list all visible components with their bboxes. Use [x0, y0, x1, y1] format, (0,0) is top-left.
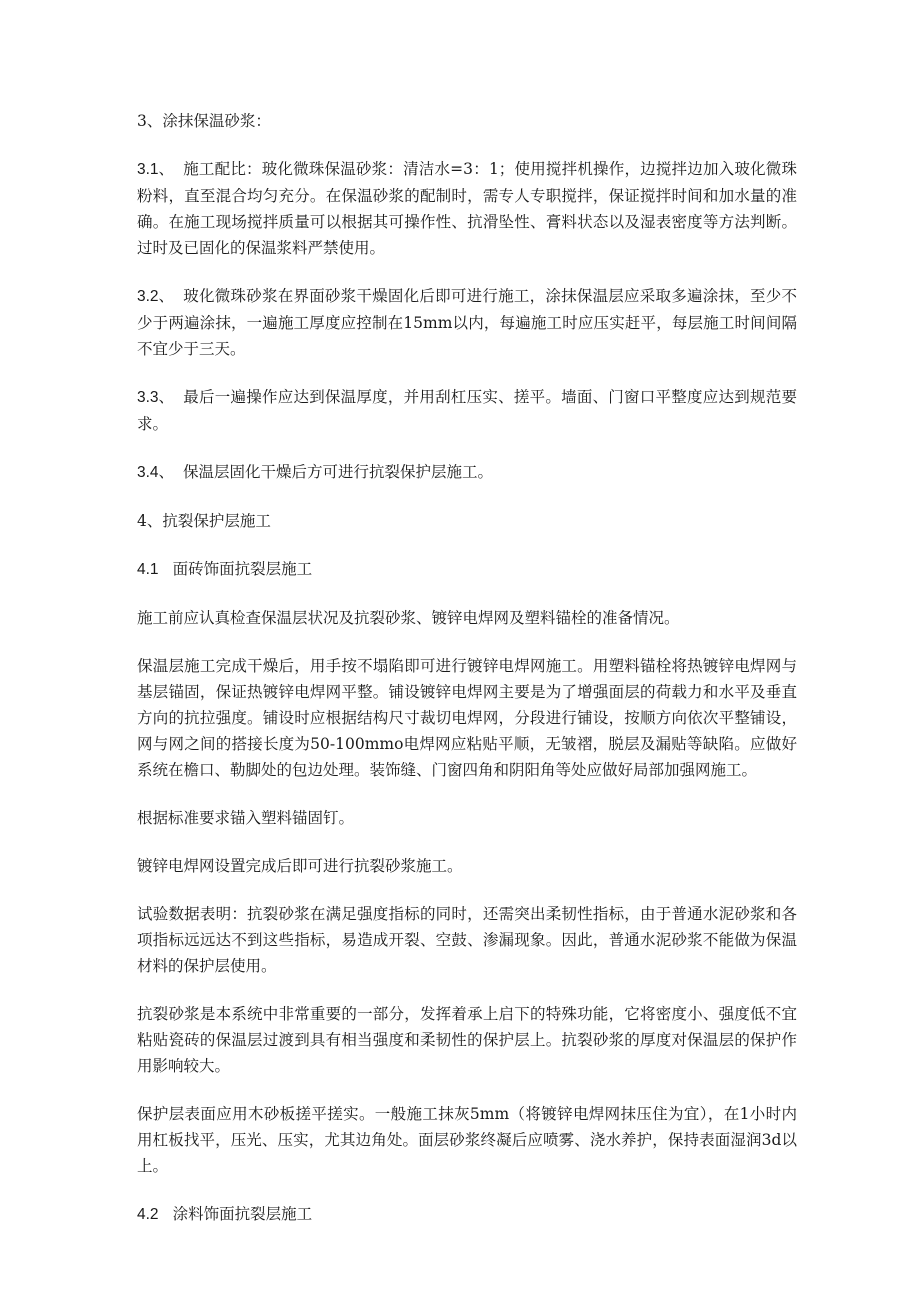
paragraph-3-2 [137, 283, 797, 362]
section-4-2-title: 涂料饰面抗裂层施工 [172, 1205, 313, 1223]
section-4-heading: 4、抗裂保护层施工 [137, 512, 271, 530]
section-4-1-heading [137, 556, 797, 583]
paragraph-protective-layer: 保护层表面应用木砂板搓平搓实。一般施工抹灰5mm（将镀锌电焊网抹压住为宜），在1小时内用杠板找平，压光、压实，尤其边角处。面层砂浆终凝后应喷雾、浇水养护，保持表面湿润3d以上。 [137, 1105, 797, 1175]
item-number-3-1: 3.1、 [137, 161, 175, 178]
section-4-2-heading [137, 1201, 797, 1228]
paragraph-3-1-text: 施工配比：玻化微珠保温砂浆：清洁水=3：1；使用搅拌机操作，边搅拌边加入玻化微珠粉料，直至混合均匀充分。在保温砂浆的配制时，需专人专职搅拌，保证搅拌时间和加水量的准确。在施工现场搅拌质量可以根据其可操作性、抗滑坠性、膏料状态以及湿表密度等方法判断。过时及已固化的保温浆料严禁使用。 [137, 160, 797, 257]
section-3-heading: 3、涂抹保温砂浆： [137, 112, 271, 130]
item-number-3-2: 3.2、 [137, 288, 175, 305]
paragraph-3-3 [137, 384, 797, 437]
item-number-4-1: 4.1 [137, 561, 159, 578]
paragraph-3-4-text: 保温层固化干燥后方可进行抗裂保护层施工。 [183, 463, 494, 481]
paragraph-preparation: 施工前应认真检查保温层状况及抗裂砂浆、镀锌电焊网及塑料锚栓的准备情况。 [137, 609, 680, 627]
document-page [137, 108, 797, 1250]
paragraph-3-4 [137, 459, 797, 486]
paragraph-test-data: 试验数据表明：抗裂砂浆在满足强度指标的同时，还需突出柔韧性指标，由于普通水泥砂浆和各项指标远远达不到这些指标，易造成开裂、空鼓、渗漏现象。因此，普通水泥砂浆不能做为保温材料的保护层使用。 [137, 905, 797, 975]
paragraph-mesh-installation: 保温层施工完成干燥后，用手按不塌陷即可进行镀锌电焊网施工。用塑料锚栓将热镀锌电焊网与基层锚固，保证热镀锌电焊网平整。铺设镀锌电焊网主要是为了增强面层的荷载力和水平及垂直方向的抗拉强度。铺设时应根据结构尺寸裁切电焊网，分段进行铺设，按顺方向依次平整铺设，网与网之间的搭接长度为50-100mmo电焊网应粘贴平顺，无皱褶，脱层及漏贴等缺陷。应做好系统在檐口、勒脚处的包边处理。装饰缝、门窗四角和阴阳角等处应做好局部加强网施工。 [137, 657, 797, 779]
paragraph-3-1 [137, 156, 797, 261]
item-number-4-2: 4.2 [137, 1206, 159, 1223]
paragraph-anti-crack-mortar: 抗裂砂浆是本系统中非常重要的一部分，发挥着承上启下的特殊功能，它将密度小、强度低不宜粘贴瓷砖的保温层过渡到具有相当强度和柔韧性的保护层上。抗裂砂浆的厚度对保温层的保护作用影响较大。 [137, 1005, 797, 1075]
paragraph-3-3-text: 最后一遍操作应达到保温厚度，并用刮杠压实、搓平。墙面、门窗口平整度应达到规范要求。 [137, 388, 797, 433]
item-number-3-4: 3.4、 [137, 464, 175, 481]
section-4-1-title: 面砖饰面抗裂层施工 [172, 560, 313, 578]
paragraph-anchor-nails: 根据标准要求锚入塑料锚固钉。 [137, 809, 355, 827]
item-number-3-3: 3.3、 [137, 389, 175, 406]
paragraph-mortar-start: 镀锌电焊网设置完成后即可进行抗裂砂浆施工。 [137, 857, 463, 875]
paragraph-3-2-text: 玻化微珠砂浆在界面砂浆干燥固化后即可进行施工，涂抹保温层应采取多遍涂抹，至少不少于两遍涂抹，一遍施工厚度应控制在15mm以内，每遍施工时应压实赶平，每层施工时间间隔不宜少于三天。 [137, 287, 797, 358]
